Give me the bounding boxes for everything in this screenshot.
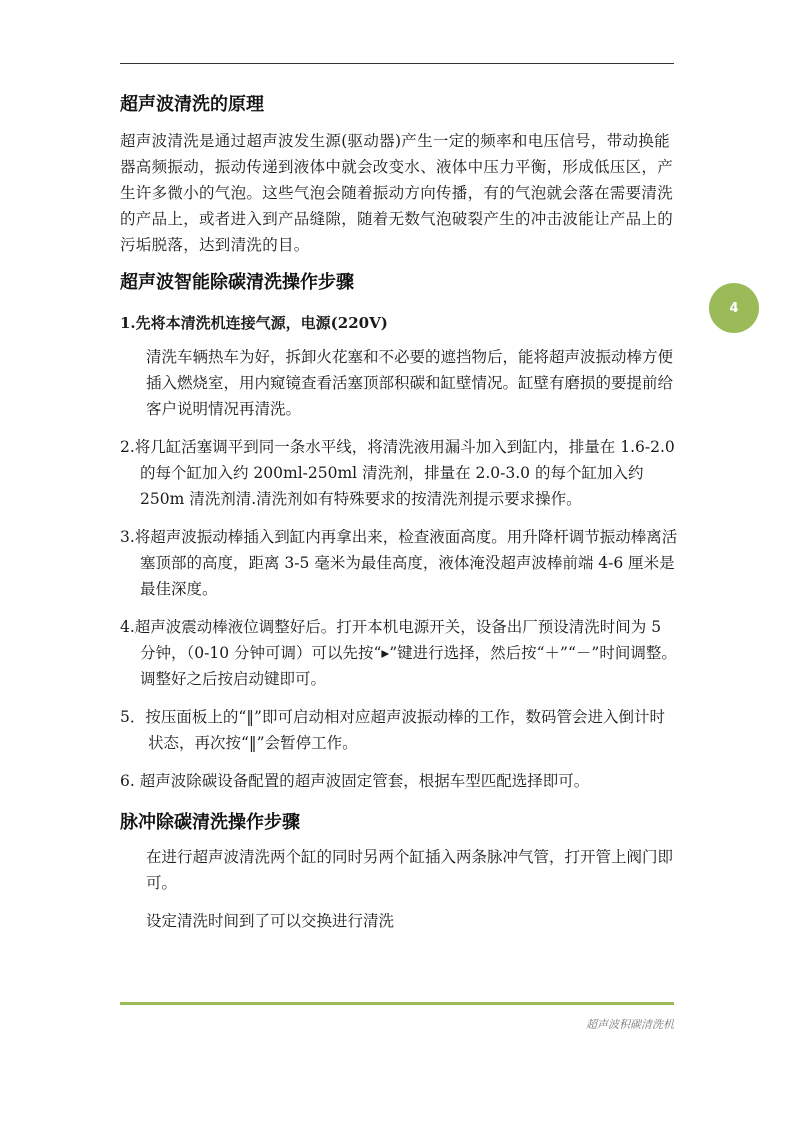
footer-product-name: 超声波积碳清洗机 (586, 1018, 674, 1031)
pulse-paragraph-2: 设定清洗时间到了可以交换进行清洗 (146, 912, 395, 930)
step-2: 2.将几缸活塞调平到同一条水平线，将清洗液用漏斗加入到缸内，排量在 1.6-2.0 的每个缸加入约 200ml-250ml 清洗剂，排量在 2.0-3.0 的每个缸加入约 250m 清洗剂清.清洗剂如有特殊要求的按清洗剂提示要求操作。 (120, 438, 675, 508)
step-1-body: 清洗车辆热车为好，拆卸火花塞和不必要的遮挡物后，能将超声波振动棒方便插入燃烧室，用内窥镜查看活塞顶部积碳和缸壁情况。缸壁有磨损的要提前给客户说明情况再清洗。 (146, 348, 674, 418)
step-4: 4.超声波震动棒液位调整好后。打开本机电源开关，设备出厂预设清洗时间为 5 分钟，（0-10 分钟可调）可以先按“▸”键进行选择，然后按“＋”“－”时间调整。调整好之后按启动键即可。 (120, 618, 677, 688)
step-1-heading: 1.先将本清洗机连接气源，电源(220V) (120, 314, 388, 332)
header-rule (120, 63, 674, 64)
pulse-paragraph-1: 在进行超声波清洗两个缸的同时另两个缸插入两条脉冲气管，打开管上阀门即可。 (146, 848, 674, 892)
section-title-pulse-steps: 脉冲除碳清洗操作步骤 (120, 812, 300, 833)
principle-paragraph: 超声波清洗是通过超声波发生源(驱动器)产生一定的频率和电压信号，带动换能器高频振动，振动传递到液体中就会改变水、液体中压力平衡，形成低压区，产生许多微小的气泡。这些气泡会随着振动方向传播，有的气泡就会落在需要清洗的产品上，或者进入到产品缝隙，随着无数气泡破裂产生的冲击波能让产品上的污垢脱落，达到清洗的目。 (120, 132, 674, 254)
step-5: 5．按压面板上的“‖”即可启动相对应超声波振动棒的工作，数码管会进入倒计时状态，再次按“‖”会暂停工作。 (120, 708, 665, 752)
page-content (120, 92, 680, 934)
step-6: 6. 超声波除碳设备配置的超声波固定管套，根据车型匹配选择即可。 (120, 772, 590, 790)
section-title-principle: 超声波清洗的原理 (120, 94, 264, 115)
section-title-ultrasonic-steps: 超声波智能除碳清洗操作步骤 (120, 272, 354, 293)
step-3: 3.将超声波振动棒插入到缸内再拿出来，检查液面高度。用升降杆调节振动棒离活塞顶部的高度，距离 3-5 毫米为最佳高度，液体淹没超声波棒前端 4-6 厘米是最佳深度。 (120, 528, 678, 598)
page-number-badge: 4 (709, 283, 759, 333)
footer-rule (120, 1002, 674, 1005)
